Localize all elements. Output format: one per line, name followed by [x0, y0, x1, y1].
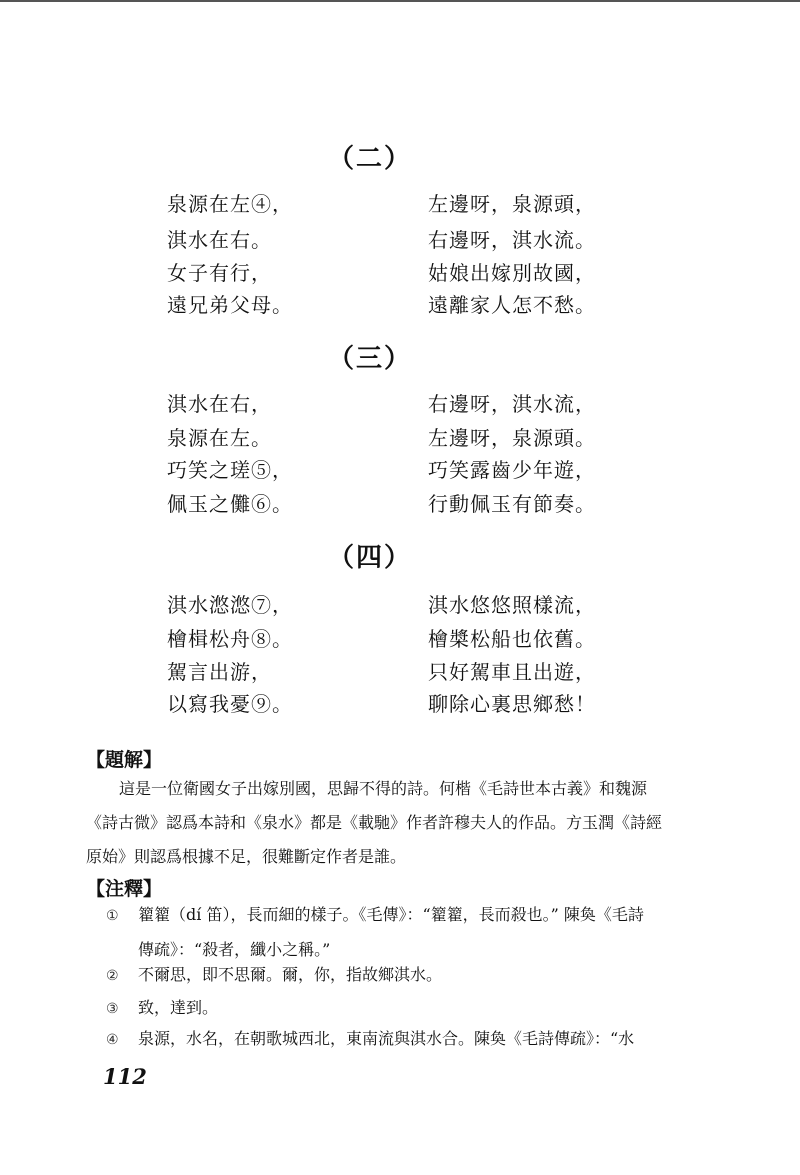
poem-line-original: 以寫我憂⑨。	[167, 692, 293, 716]
footnote-number: ①	[106, 908, 119, 924]
stanza-title: （三）	[327, 344, 412, 374]
poem-line-translation: 只好駕車且出遊，	[428, 660, 596, 684]
poem-line-translation: 聊除心裏思鄉愁！	[428, 692, 596, 716]
footnote-item	[106, 991, 666, 1026]
footnote-item	[106, 1022, 666, 1057]
poem-line-translation: 行動佩玉有節奏。	[428, 492, 596, 516]
poem-line-original: 巧笑之瑳⑤，	[167, 458, 293, 482]
footnote-number: ②	[106, 968, 119, 984]
footnote-text: 致，達到。	[138, 998, 219, 1017]
poem-line-translation: 右邊呀，淇水流，	[428, 392, 596, 416]
footnote-text: 不爾思，即不思爾。爾，你，指故鄉淇水。	[138, 965, 443, 984]
poem-line-original: 駕言出游，	[167, 660, 272, 684]
footnote-number: ③	[106, 1001, 119, 1017]
poem-line-original: 檜楫松舟⑧。	[167, 627, 293, 651]
poem-line-original: 佩玉之儺⑥。	[167, 492, 293, 516]
poem-line-original: 泉源在左。	[167, 426, 272, 450]
poem-line-original: 女子有行，	[167, 261, 272, 285]
poem-line-translation: 淇水悠悠照樣流，	[428, 593, 596, 617]
poem-line-original: 淇水在右，	[167, 392, 272, 416]
tijie-paragraph: 這是一位衛國女子出嫁別國，思歸不得的詩。何楷《毛詩世本古義》和魏源《詩古微》認爲本詩和《泉水》都是《載馳》作者許穆夫人的作品。方玉潤《詩經原始》則認爲根據不足，很難斷定作者是誰。	[86, 779, 663, 866]
poem-line-translation: 姑娘出嫁別故國，	[428, 261, 596, 285]
page-top-border	[0, 0, 800, 2]
footnote-item	[106, 898, 666, 966]
stanza-title: （四）	[327, 543, 412, 573]
tijie-heading: 【題解】	[86, 749, 163, 771]
poem-line-original: 遠兄弟父母。	[167, 293, 293, 317]
poem-line-translation: 左邊呀，泉源頭，	[428, 192, 596, 216]
footnote-text: 泉源，水名，在朝歌城西北，東南流與淇水合。陳奐《毛詩傳疏》：“水	[138, 1029, 635, 1048]
page-number: 112	[103, 1064, 147, 1089]
poem-line-original: 泉源在左④，	[167, 192, 293, 216]
footnote-item	[106, 958, 666, 993]
poem-line-original: 淇水滺滺⑦，	[167, 593, 293, 617]
poem-line-translation: 左邊呀，泉源頭。	[428, 426, 596, 450]
footnote-number: ④	[106, 1032, 119, 1048]
zhushi-heading: 【注釋】	[86, 878, 163, 900]
poem-line-original: 淇水在右。	[167, 228, 272, 252]
stanza-title: （二）	[327, 144, 412, 174]
footnote-text: 籊籊（dí 笛），長而細的樣子。《毛傳》：“籊籊，長而殺也。” 陳奐《毛詩	[138, 905, 644, 924]
footnote-text-cont: 傳疏》：“殺者，纖小之稱。”	[138, 940, 331, 959]
poem-line-translation: 巧笑露齒少年遊，	[428, 458, 596, 482]
poem-line-translation: 右邊呀，淇水流。	[428, 228, 596, 252]
poem-line-translation: 遠離家人怎不愁。	[428, 293, 596, 317]
poem-line-translation: 檜槳松船也依舊。	[428, 627, 596, 651]
